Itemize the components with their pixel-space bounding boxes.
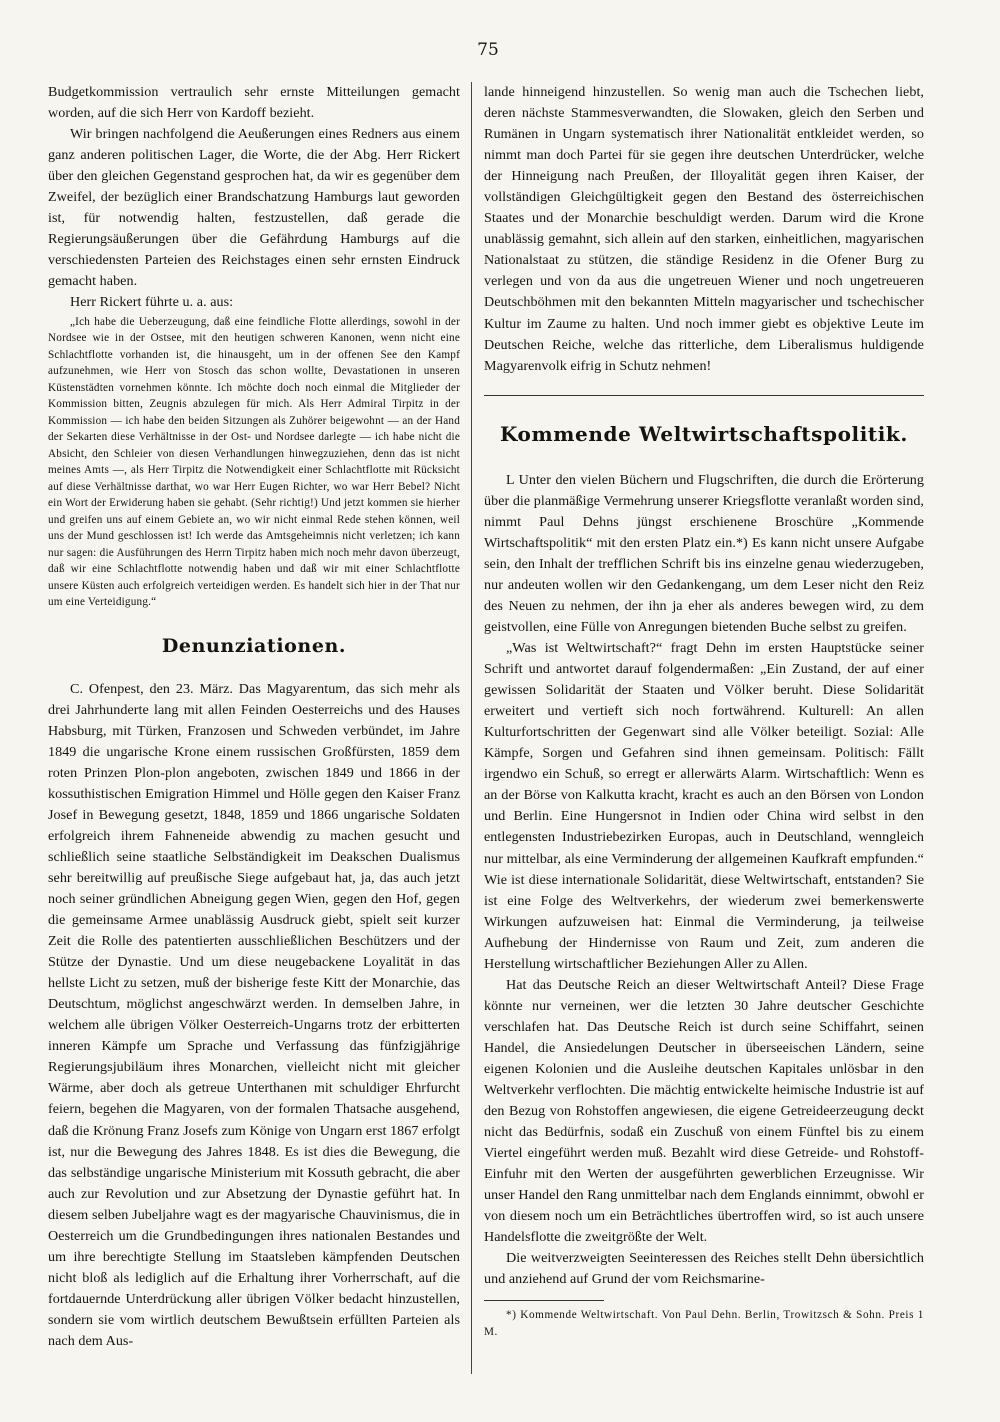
- rickert-quote: „Ich habe die Ueberzeugung, daß eine feindliche Flotte allerdings, sowohl in der Nordsee wie in der Ostsee, mit den heutigen schweren Kanonen, wenn nicht eine Schlachtflotte vorhanden ist, die hinausgeht, um in der offenen See den Kampf aufzunehmen, wie Herr von Stosch das schon wollte, Devastationen in unseren Küstenstädten vornehmen könnte. Ich möchte doch noch einmal die Mitglieder der Kommission bitten, Zeugnis abzulegen für mich. Als Herr Admiral Tirpitz in der Kommission — ich habe den beiden Sitzungen als Zuhörer beigewohnt — an der Hand der Sekarten diese Verhältnisse in der Ost- und Nordsee darlegte — ich habe nicht die Absicht, den Schleier von diesen Verhandlungen hinwegzuziehen, denn das ist nicht meines Amts —, als Herr Tirpitz die Notwendigkeit einer Schlachtflotte mit Rücksicht auf diese Verhältnisse darthat, wo war Herr Eugen Richter, wo war Herr Bebel? Nicht ein Wort der Erwiderung haben sie gehabt. (Sehr richtig!) Und jetzt kommen sie hierher und greifen uns auf einem Gebiete an, wo wir nicht einmal Rede stehen können, weil uns der Mund geschlossen ist! Ich werde das Amtsgeheimnis nicht verletzen; ich kann nur sagen: die Ausführungen des Herrn Tirpitz haben mich noch mehr davon überzeugt, daß wir eine Schlachtflotte notwendig haben und daß wir mit einer Schlachtflotte unsere Küsten auch erfolgreich verteidigen werden. Es handelt sich hier in der That nur um eine Verteidigung.“: [48, 315, 460, 609]
- weltwirtschaft-heading: Kommende Weltwirtschaftspolitik.: [500, 421, 908, 446]
- footnote: *) Kommende Weltwirtschaft. Von Paul Dehn. Berlin, Trowitzsch & Sohn. Preis 1 M.: [484, 1309, 924, 1338]
- denunziationen-heading: Denunziationen.: [161, 634, 347, 657]
- footnote-rule: [484, 1300, 604, 1301]
- weltwirtschaft-paragraph-1: L Unter den vielen Büchern und Flugschriften, die durch die Erörterung über die planmäßige Vermehrung unserer Kriegsflotte veranlaßt worden sind, nimmt Paul Dehns jüngst erschienene Broschüre „Kommende Wirtschaftspolitik“ mit den ersten Platz ein.*) Es kann nicht unsere Aufgabe sein, den Inhalt der trefflichen Schrift bis ins einzelne genau wiederzugeben, nur andeuten wollen wir den Gedankengang, um dem Leser nicht den Reiz des Neuen zu nehmen, der ihn ja eher als anderes bewegen wird, zu dem geistvollen, eine Fülle von Anregungen bietenden Buche selbst zu greifen.: [484, 471, 924, 635]
- weltwirtschaft-paragraph-2: „Was ist Weltwirtschaft?“ fragt Dehn im ersten Hauptstücke seiner Schrift und antwortet darauf folgendermaßen: „Ein Zustand, der auf einer gewissen Solidarität der Staaten und Völker beruht. Diese Solidarität erweitert und vertieft sich noch fortwährend. Kulturell: An allen Kulturfortschritten der Gegenwart sind alle Völker beteiligt. Sozial: Alle Kämpfe, Sorgen und Gefahren sind ihnen gemeinsam. Politisch: Fällt irgendwo ein Schuß, so erregt er allerwärts Alarm. Wirtschaftlich: Wenn es an der Börse von Kalkutta kracht, kracht es auch an den Börsen von London und Berlin. Eine Hungersnot in Indien oder China wird selbst in den entlegensten Industriebezirken Europas, auch in Deutschland, wenngleich nur mittelbar, als eine Verminderung der allgemeinen Kaufkraft empfunden.“ Wie ist diese internationale Solidarität, diese Weltwirtschaft, entstanden? Sie ist eine Folge des Weltverkehrs, der wiederum zwei bemerkenswerte Wirkungen aufzuweisen hat: Einmal die Verminderung, ja teilweise Aufhebung der Hindernisse von Raum und Zeit, zum anderen die Herstellung wirtschaftlicher Beziehungen Aller zu Allen.: [484, 640, 924, 972]
- weltwirtschaft-paragraph-4: Die weitverzweigten Seeinteressen des Reiches stellt Dehn übersichtlich und anziehend auf Grund der vom Reichsmarine-: [484, 1250, 924, 1288]
- rickert-intro-paragraph: Wir bringen nachfolgend die Aeußerungen eines Redners aus einem ganz anderen politischen Lager, die Worte, die der Abg. Herr Rickert über den gleichen Gegenstand gesprochen hat, da wir es gegenüber dem Zweifel, der bezüglich einer Brandschatzung Hamburgs laut geworden ist, für notwendig halten, festzustellen, daß gerade die Regierungsäußerungen über die Gefährdung Hamburgs auf die verschiedensten Parteien des Reichstages einen sehr ernsten Eindruck gemacht haben.: [48, 126, 460, 290]
- page-number: 75: [477, 40, 499, 60]
- denunziationen-article: C. Ofenpest, den 23. März. Das Magyarentum, das sich mehr als drei Jahrhunderte lang mit allen Feinden Oesterreichs und des Hauses Habsburg, mit Türken, Franzosen und Schweden verbündet, im Jahre 1849 die ungarische Krone einem russischen Großfürsten, 1859 dem roten Prinzen Plon-plon angeboten, zwischen 1849 und 1866 in der kossuthistischen Emigration Himmel und Hölle gegen den Kaiser Franz Josef in Bewegung gesetzt, 1848, 1859 und 1866 ungarische Soldaten erfolgreich ihrem Fahneneide abwendig zu machen gesucht und schließlich seine staatliche Selbständigkeit im Deakschen Dualismus sehr bereitwillig auf preußische Siege aufgebaut hat, ja, das auch jetzt noch seiner gründlichen Abneigung gegen Wien, gegen den Hof, gegen die gemeinsame Armee unablässig Ausdruck giebt, spielt seit kurzer Zeit die Rolle des patentierten ausschließlichen Beschützers und der Stütze der Dynastie. Und um diese neugebackene Loyalität in das hellste Licht zu setzen, muß der bisherige feste Kitt der Monarchie, das Deutschtum, möglichst angeschwärzt werden. In demselben Jahre, in welchem alle übrigen Völker Oesterreich-Ungarns trotz der erbitterten inneren Kämpfe um Sprache und Verfassung das fünfzigjährige Regierungsjubiläum ihres Monarchen, vielleicht nicht mit gleicher Wärme, aber doch als getreue Unterthanen mit schuldiger Ehrfurcht feiern, begehen die Magyaren, von der formalen Thatsache ausgehend, daß die Krönung Franz Josefs zum Könige von Ungarn erst 1867 erfolgt ist, nur die Bewegung des Jahres 1848. Es ist dies die Bewegung, die das selbständige ungarische Ministerium mit Kossuth gebracht, die aber auch zur Revolution und zur Absetzung der Dynastie geführt hat. In diesem selben Jubeljahre wagt es der magyarische Chauvinismus, die in Oesterreich um die Grundbedingungen ihres nationalen Bestandes und um ihre berechtigte Stellung im Staatsleben kämpfenden Deutschen nicht bloß als lediglich auf die Erhaltung ihrer Vorherrschaft, auf die fortdauernde Unterdrückung aller übrigen Völker bedacht hinzustellen, sondern sie vom wirtlich deutschem Bewußtsein erfüllten Parteien als nach dem Aus-: [48, 680, 460, 1349]
- weltwirtschaft-paragraph-3: Hat das Deutsche Reich an dieser Weltwirtschaft Anteil? Diese Frage könnte nur verneinen, wer die letzten 30 Jahre deutscher Geschichte verschlafen hat. Das Deutsche Reich ist durch seine Schiffahrt, seinen Handel, die Ansiedelungen Deutscher in überseeischen Ländern, seine eigenen Kolonien und die Ausleihe deutschen Kapitales unlösbar in den Weltverkehr verflochten. Die mächtig entwickelte heimische Industrie ist auf den Bezug von Rohstoffen angewiesen, die eigene Getreideerzeugung deckt nicht das Bedürfnis, sodaß ein Zuschuß von einem Fünftel bis zu einem Viertel eingeführt werden muß. Bezahlt wird diese Getreide- und Rohstoff-Einfuhr mit den Werten der ausgeführten gewerblichen Erzeugnisse. Wir unser Handel den Rang unmittelbar nach dem Englands einnimmt, obwohl er von diesem noch um ein Beträchtliches übertroffen wird, so ist auch unsere Handelsflotte die zweitgrößte der Welt.: [484, 976, 924, 1246]
- intro-paragraph: Budgetkommission vertraulich sehr ernste Mitteilungen gemacht worden, auf die sich Herr von Kardoff bezieht.: [48, 84, 460, 122]
- left-column: [48, 82, 460, 1352]
- column-divider: [471, 82, 472, 1374]
- right-column: [484, 82, 924, 1340]
- section-rule: [484, 395, 924, 396]
- denunziationen-continuation: lande hinneigend hinzustellen. So wenig man auch die Tschechen liebt, deren nächste Stammesverwandten, die Slowaken, gleich den Serben und Rumänen in Ungarn systematisch ihrer Nationalität entkleidet werden, so nimmt man doch Partei für sie gegen ihre deutschen Unterdrücker, welche der Hinneigung nach Preußen, der Illoyalität gegen ihren Kaiser, der vollständigen Gleichgültigkeit gegen den Bestand des österreichischen Staates und der Monarchie beschuldigt werden. Darum wird die Krone unablässig gemahnt, sich allein auf den starken, einheitlichen, magyarischen Nationalstaat zu stützen, die ständige Residenz in die Ofener Burg zu verlegen und von da aus die ungetreuen Wiener und noch ungetreueren Deutschböhmen mit den bekannten Mitteln magyarischer und tschechischer Kultur im Zaume zu halten. Und noch immer giebt es objektive Leute im Deutschen Reiche, welche das ritterliche, dem Liberalismus huldigende Magyarenvolk eifrig in Schutz nehmen!: [484, 84, 924, 374]
- rickert-lead-in: Herr Rickert führte u. a. aus:: [70, 294, 234, 311]
